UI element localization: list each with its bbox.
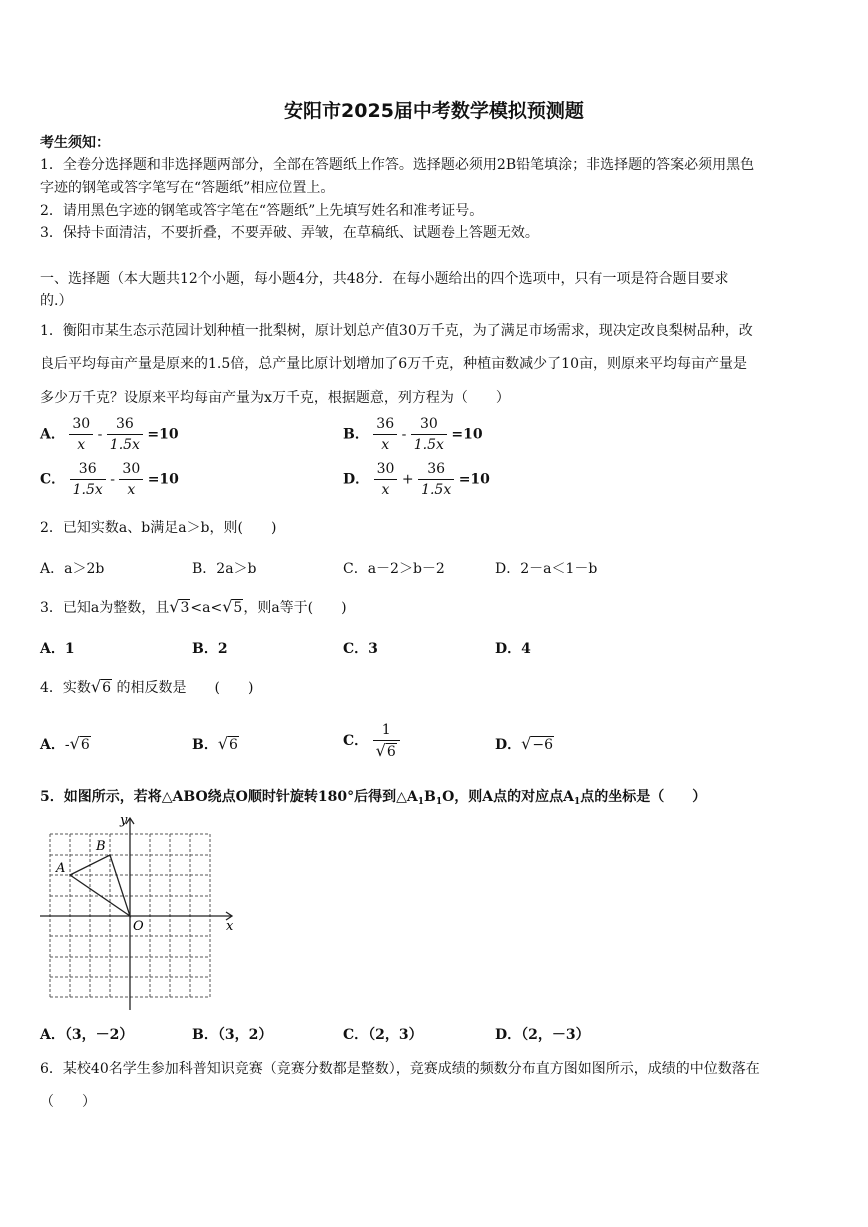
fraction: $\frac{30}{1.5x}$ bbox=[411, 414, 447, 455]
sqrt: √6 bbox=[69, 734, 90, 753]
q2-stem: 2．已知实数a、b满足a＞b，则( ) bbox=[40, 520, 277, 536]
notice-item: 1．全卷分选择题和非选择题两部分，全部在答题纸上作答。选择题必须用2B铅笔填涂；非选择题的答案必须用黑色 bbox=[40, 157, 755, 173]
q1-stem: 多少万千克？设原来平均每亩产量为x万千克，根据题意，列方程为（ ） bbox=[40, 390, 510, 406]
equals: =10 bbox=[451, 426, 483, 443]
equals: =10 bbox=[147, 426, 179, 443]
q4-option-d[interactable]: D．√−6 bbox=[495, 734, 553, 753]
sqrt: √6 bbox=[217, 734, 238, 753]
fraction: $\frac{36}{x}$ bbox=[373, 414, 397, 455]
fraction: $\frac{30}{x}$ bbox=[69, 414, 93, 455]
q3-option-c[interactable]: C．3 bbox=[343, 641, 378, 657]
notice-item: 3．保持卡面清洁，不要折叠，不要弄破、弄皱，在草稿纸、试题卷上答题无效。 bbox=[40, 225, 539, 241]
coordinate-grid-figure bbox=[40, 812, 240, 1012]
point-a-label: A bbox=[56, 861, 66, 876]
operator: - bbox=[97, 426, 103, 443]
operator: - bbox=[401, 426, 407, 443]
q1-option-d[interactable] bbox=[343, 459, 490, 500]
notice-heading: 考生须知： bbox=[40, 135, 110, 151]
q1-stem: 良后平均每亩产量是原来的1.5倍，总产量比原计划增加了6万千克，种植亩数减少了10亩，则原来平均每亩产量是 bbox=[40, 356, 747, 372]
option-label: B． bbox=[343, 426, 369, 443]
equals: =10 bbox=[147, 471, 179, 488]
q4-stem: 4．实数√6 的相反数是 ( ) bbox=[40, 677, 254, 696]
point-b-label: B bbox=[96, 839, 106, 854]
q5-option-a[interactable]: A．（3，－2） bbox=[40, 1027, 134, 1043]
equals: =10 bbox=[458, 471, 490, 488]
q5-option-d[interactable]: D．（2，－3） bbox=[495, 1027, 590, 1043]
operator: - bbox=[110, 471, 115, 488]
fraction: $\frac{1}{√6}$ bbox=[373, 720, 400, 762]
q1-option-b[interactable] bbox=[343, 414, 483, 455]
fraction: $\frac{36}{1.5x}$ bbox=[70, 459, 106, 500]
q3-option-d[interactable]: D．4 bbox=[495, 641, 531, 657]
q4-option-a[interactable]: A．-√6 bbox=[40, 734, 90, 753]
q1-option-c[interactable] bbox=[40, 459, 179, 500]
q3-option-b[interactable]: B．2 bbox=[192, 641, 228, 657]
option-label: C． bbox=[40, 471, 66, 488]
q3-option-a[interactable]: A．1 bbox=[40, 641, 75, 657]
section-heading-cont: 的.） bbox=[40, 293, 73, 309]
sqrt: √−6 bbox=[521, 734, 553, 753]
q2-option-a[interactable]: A．a＞2b bbox=[40, 561, 105, 577]
fraction: $\frac{36}{1.5x}$ bbox=[107, 414, 143, 455]
fraction: $\frac{30}{x}$ bbox=[374, 459, 398, 500]
option-label: A． bbox=[40, 426, 65, 443]
page-title: 安阳市2025届中考数学模拟预测题 bbox=[284, 100, 584, 122]
x-axis-label: x bbox=[226, 919, 234, 934]
q5-option-b[interactable]: B．（3，2） bbox=[192, 1027, 273, 1043]
q3-stem: 3．已知a为整数，且√3<a<√5，则a等于( ) bbox=[40, 597, 347, 616]
q1-stem: 1．衡阳市某生态示范园计划种植一批梨树，原计划总产值30万千克，为了满足市场需求，现决定改良梨树品种，改 bbox=[40, 323, 753, 339]
origin-label: O bbox=[133, 919, 144, 934]
sqrt: √5 bbox=[222, 597, 243, 616]
triangle-abo bbox=[70, 855, 130, 916]
q2-option-d[interactable]: D．2－a＜1－b bbox=[495, 561, 598, 577]
option-label: D． bbox=[343, 471, 370, 488]
q6-stem: （ ） bbox=[40, 1094, 96, 1110]
y-axis-label: y bbox=[120, 813, 128, 828]
q1-option-a[interactable] bbox=[40, 414, 179, 455]
q2-option-b[interactable]: B．2a＞b bbox=[192, 561, 257, 577]
q4-option-c[interactable]: C． $\frac{1}{√6}$ bbox=[343, 720, 400, 762]
operator: + bbox=[401, 471, 414, 488]
sqrt: √3 bbox=[169, 597, 190, 616]
q4-option-b[interactable]: B．√6 bbox=[192, 734, 238, 753]
sqrt: √6 bbox=[90, 677, 112, 696]
q5-option-c[interactable]: C．（2，3） bbox=[343, 1027, 423, 1043]
axes bbox=[40, 818, 232, 1010]
notice-item: 2．请用黑色字迹的钢笔或答字笔在“答题纸”上先填写姓名和准考证号。 bbox=[40, 203, 484, 219]
section-heading: 一、选择题（本大题共12个小题，每小题4分，共48分．在每小题给出的四个选项中，只有一项是符合题目要求 bbox=[40, 271, 729, 287]
q6-stem: 6．某校40名学生参加科普知识竞赛（竞赛分数都是整数），竞赛成绩的频数分布直方图如图所示，成绩的中位数落在 bbox=[40, 1061, 760, 1077]
q5-stem: 5．如图所示，若将△ABO绕点O顺时针旋转180°后得到$\triangle A_1B_1O$，则A点的对应点$A_1$点的坐标是（ ） bbox=[40, 789, 707, 807]
notice-item: 字迹的钢笔或答字笔写在“答题纸”相应位置上。 bbox=[40, 180, 335, 196]
fraction: $\frac{30}{x}$ bbox=[119, 459, 143, 500]
q2-option-c[interactable]: C．a－2＞b－2 bbox=[343, 561, 445, 577]
fraction: $\frac{36}{1.5x}$ bbox=[418, 459, 454, 500]
